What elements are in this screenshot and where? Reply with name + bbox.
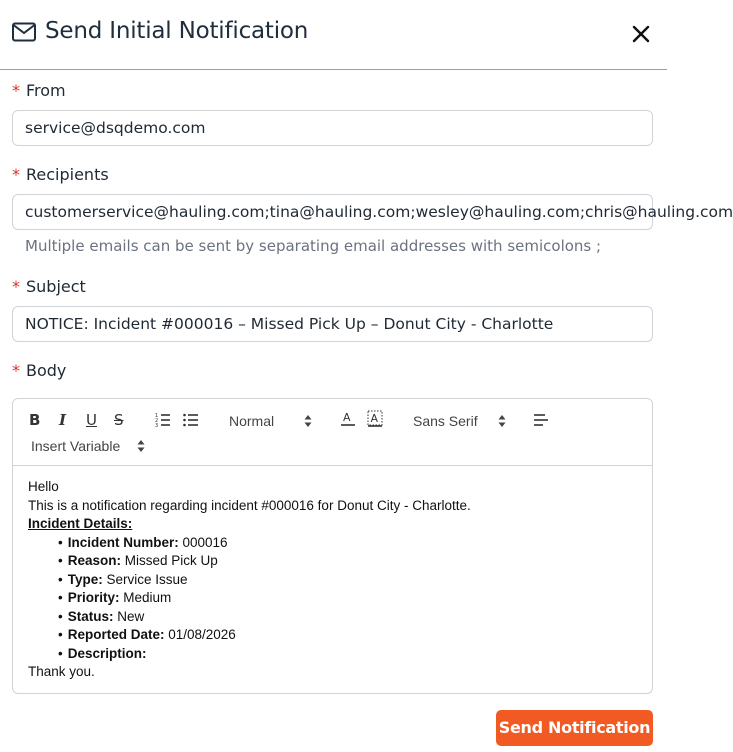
from-label: * From xyxy=(12,81,66,100)
details-list xyxy=(28,534,471,664)
insert-variable-picker[interactable]: Insert Variable xyxy=(31,438,151,454)
close-icon[interactable] xyxy=(629,22,653,46)
details-title: Incident Details: xyxy=(28,516,133,531)
required-marker: * xyxy=(12,81,20,100)
email-body-content[interactable] xyxy=(28,478,471,682)
subject-input[interactable]: NOTICE: Incident #000016 – Missed Pick Up – Donut City - Charlotte xyxy=(12,306,653,342)
text-size-picker[interactable]: Normal xyxy=(229,413,319,429)
body-editor xyxy=(12,398,653,694)
modal-title: Send Initial Notification xyxy=(45,18,309,44)
svg-text:1: 1 xyxy=(155,413,159,419)
list-item: • Reason: Missed Pick Up xyxy=(58,552,471,571)
svg-text:2: 2 xyxy=(155,418,159,424)
ordered-list-icon[interactable] xyxy=(155,412,171,428)
closing-text: Thank you. xyxy=(28,664,95,679)
picker-arrows-icon xyxy=(137,439,145,456)
list-item: • Priority: Medium xyxy=(58,589,471,608)
list-item: • Status: New xyxy=(58,608,471,627)
svg-text:A: A xyxy=(370,412,379,425)
svg-text:3: 3 xyxy=(155,423,159,429)
intro-text: This is a notification regarding incident #000016 for Donut City - Charlotte. xyxy=(28,497,471,513)
svg-text:A: A xyxy=(343,411,351,424)
background-color-icon[interactable] xyxy=(367,410,383,428)
list-item: • Reported Date: 01/08/2026 xyxy=(58,626,471,645)
align-left-icon[interactable] xyxy=(533,412,549,428)
bold-button[interactable]: B xyxy=(29,411,41,429)
greeting-text: Hello xyxy=(28,479,59,494)
italic-button[interactable]: I xyxy=(59,411,67,429)
required-marker: * xyxy=(12,361,20,380)
strikethrough-button[interactable]: S xyxy=(114,411,124,429)
send-notification-button[interactable]: Send Notification xyxy=(496,710,653,746)
subject-label: * Subject xyxy=(12,277,86,296)
picker-arrows-icon xyxy=(304,414,312,431)
bullet-list-icon[interactable] xyxy=(183,412,199,428)
font-picker[interactable]: Sans Serif xyxy=(413,413,513,429)
recipients-input[interactable]: customerservice@hauling.com;tina@hauling.com;wesley@hauling.com;chris@hauling.com xyxy=(12,194,653,230)
picker-arrows-icon xyxy=(498,414,506,431)
mail-icon xyxy=(12,22,36,42)
required-marker: * xyxy=(12,277,20,296)
required-marker: * xyxy=(12,165,20,184)
recipients-hint: Multiple emails can be sent by separating email addresses with semicolons ; xyxy=(25,237,602,255)
from-input[interactable]: service@dsqdemo.com xyxy=(12,110,653,146)
underline-button[interactable]: U xyxy=(86,411,97,429)
modal-header xyxy=(0,0,667,70)
list-item: • Type: Service Issue xyxy=(58,571,471,590)
list-item: • Description: xyxy=(58,645,471,664)
recipients-label: * Recipients xyxy=(12,165,109,184)
editor-toolbar xyxy=(13,399,652,466)
body-label: * Body xyxy=(12,361,67,380)
list-item: • Incident Number: 000016 xyxy=(58,534,471,553)
text-color-icon[interactable] xyxy=(340,410,356,428)
